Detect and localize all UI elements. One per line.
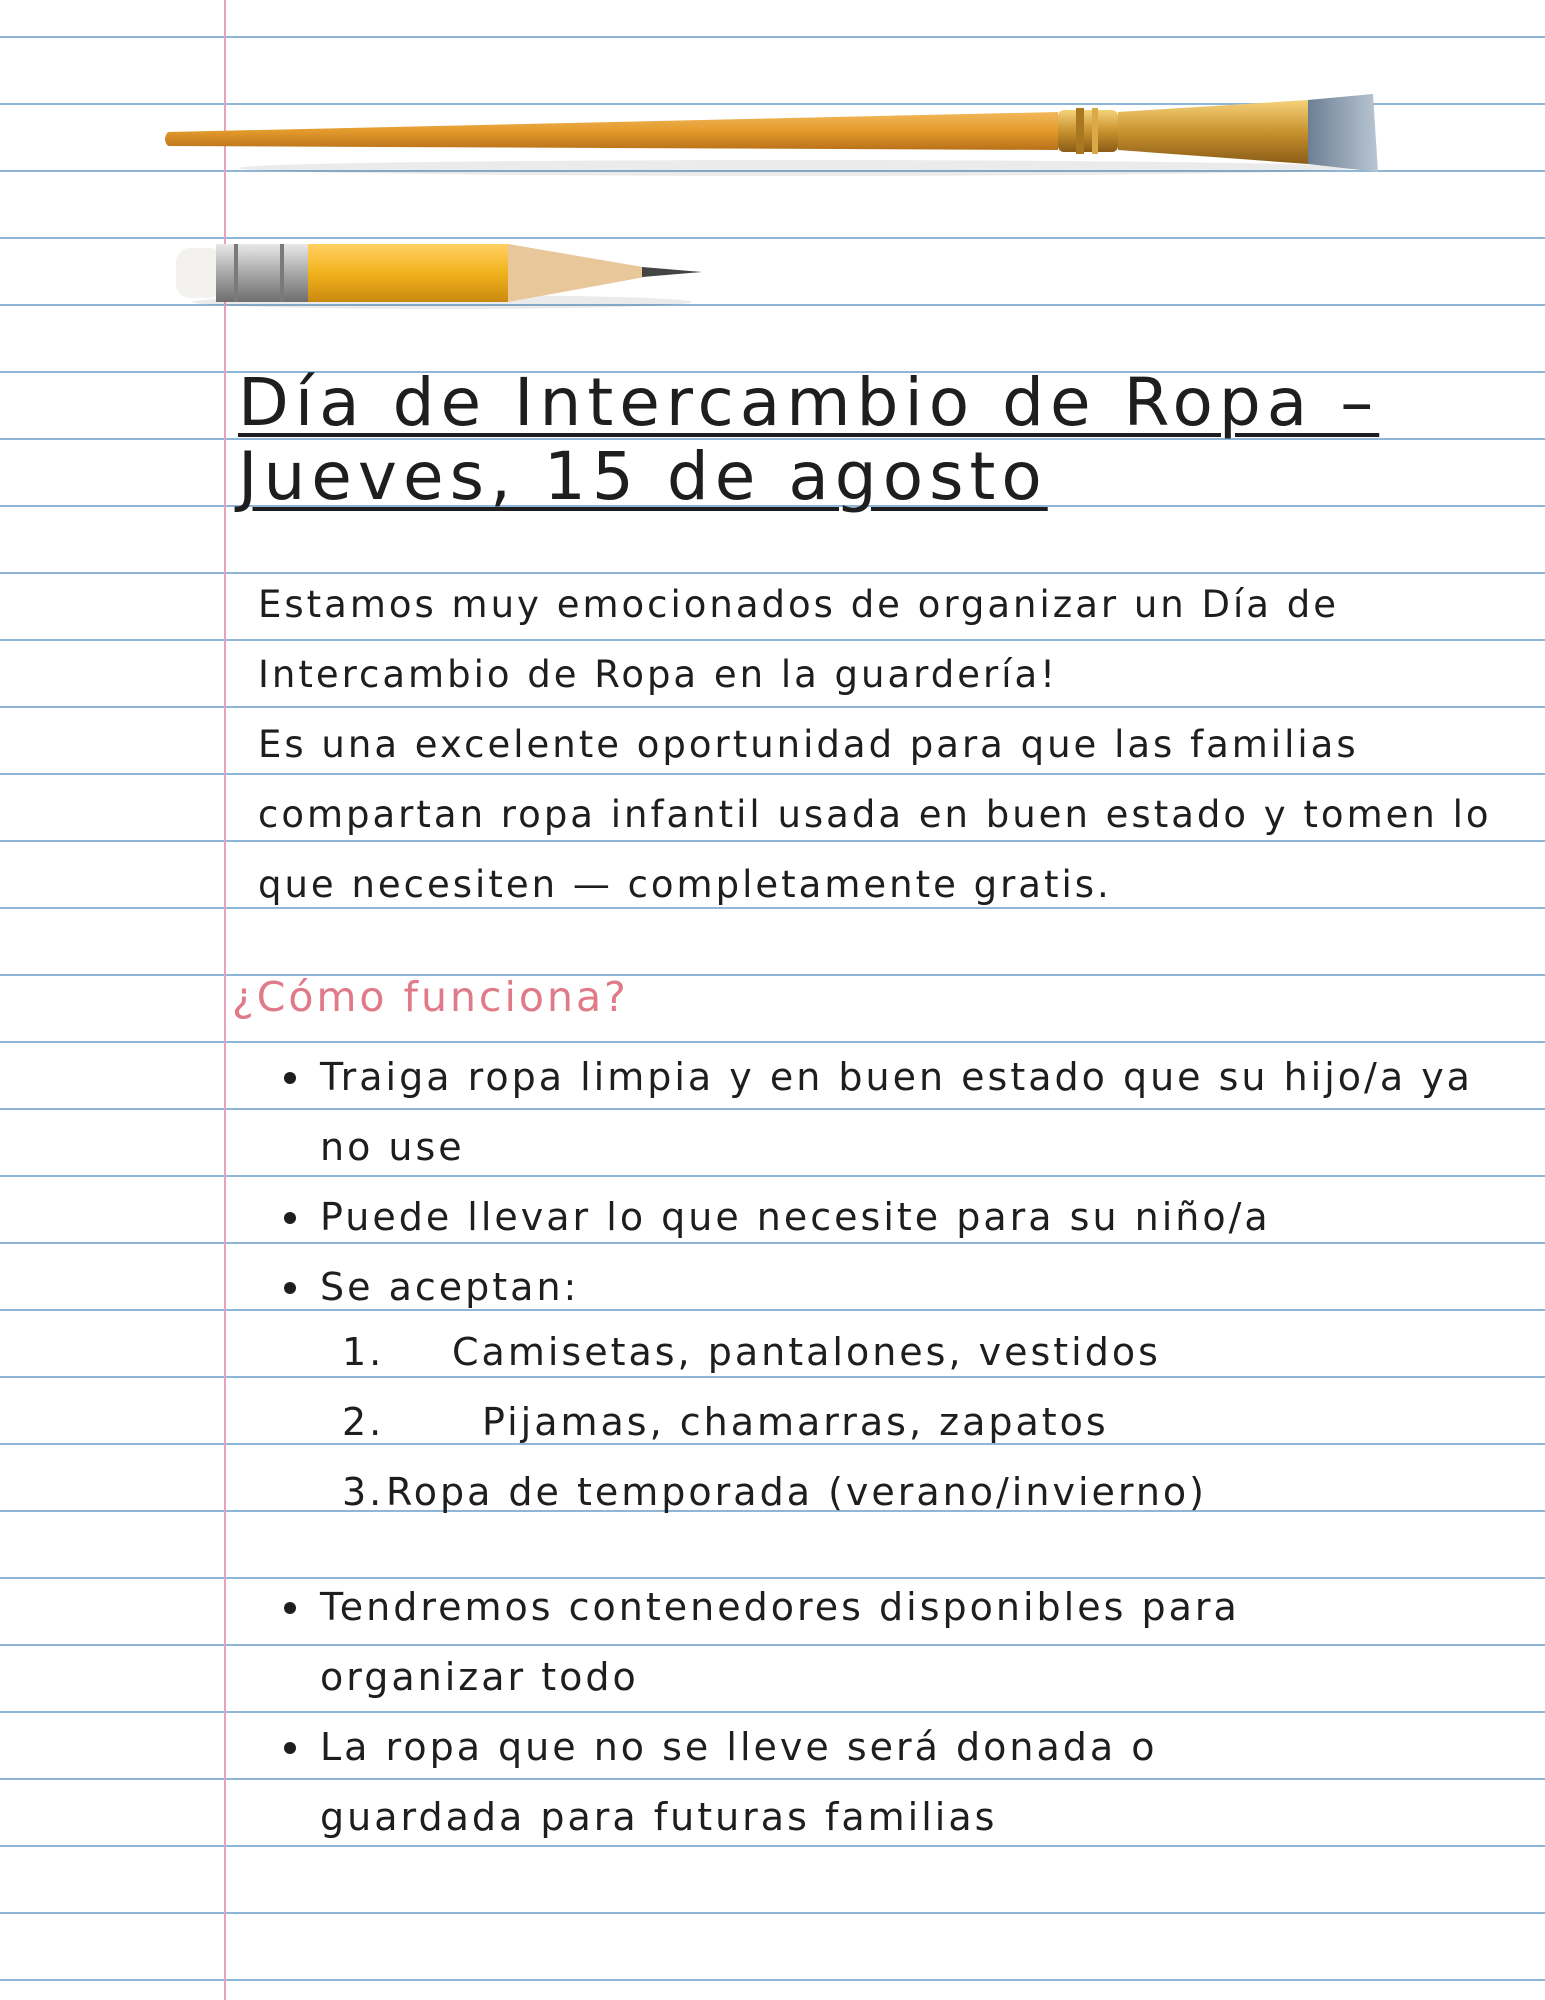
item-number: 3. <box>342 1470 385 1514</box>
how-it-works-list <box>268 1042 1528 1322</box>
accepted-items-list <box>342 1317 1442 1527</box>
list-item: Se aceptan: <box>268 1252 1528 1322</box>
list-item: La ropa que no se lleve será donada o guardada para futuras familias <box>268 1712 1528 1852</box>
intro-line: Es una excelente oportunidad para que las familias <box>258 723 1359 766</box>
item-text: Camisetas, pantalones, vestidos <box>452 1330 1161 1374</box>
list-item: Traiga ropa limpia y en buen estado que su hijo/a ya no use <box>268 1042 1528 1182</box>
notes-list <box>268 1572 1528 1852</box>
intro-line: que necesiten — completamente gratis. <box>258 863 1112 906</box>
numbered-item <box>342 1457 1442 1527</box>
list-item: Tendremos contenedores disponibles para organizar todo <box>268 1572 1528 1712</box>
list-item: Puede llevar lo que necesite para su niño/a <box>268 1182 1528 1252</box>
pencil-icon <box>172 232 712 312</box>
item-text: Pijamas, chamarras, zapatos <box>482 1400 1109 1444</box>
item-number: 2. <box>342 1400 385 1444</box>
item-number: 1. <box>342 1330 385 1374</box>
intro-line: compartan ropa infantil usada en buen estado y tomen lo <box>258 793 1492 836</box>
numbered-item <box>342 1317 1442 1387</box>
intro-line: Estamos muy emocionados de organizar un Día de <box>258 583 1339 626</box>
intro-paragraph <box>258 570 1523 920</box>
intro-line: Intercambio de Ropa en la guardería! <box>258 653 1058 696</box>
page-title <box>238 366 1468 514</box>
paintbrush-icon <box>158 92 1378 182</box>
item-text: Ropa de temporada (verano/invierno) <box>386 1470 1207 1514</box>
title-line-1: Día de Intercambio de Ropa – <box>238 364 1380 441</box>
title-line-2: Jueves, 15 de agosto <box>238 438 1048 515</box>
numbered-item <box>342 1387 1442 1457</box>
section-heading: ¿Cómo funciona? <box>232 973 629 1021</box>
